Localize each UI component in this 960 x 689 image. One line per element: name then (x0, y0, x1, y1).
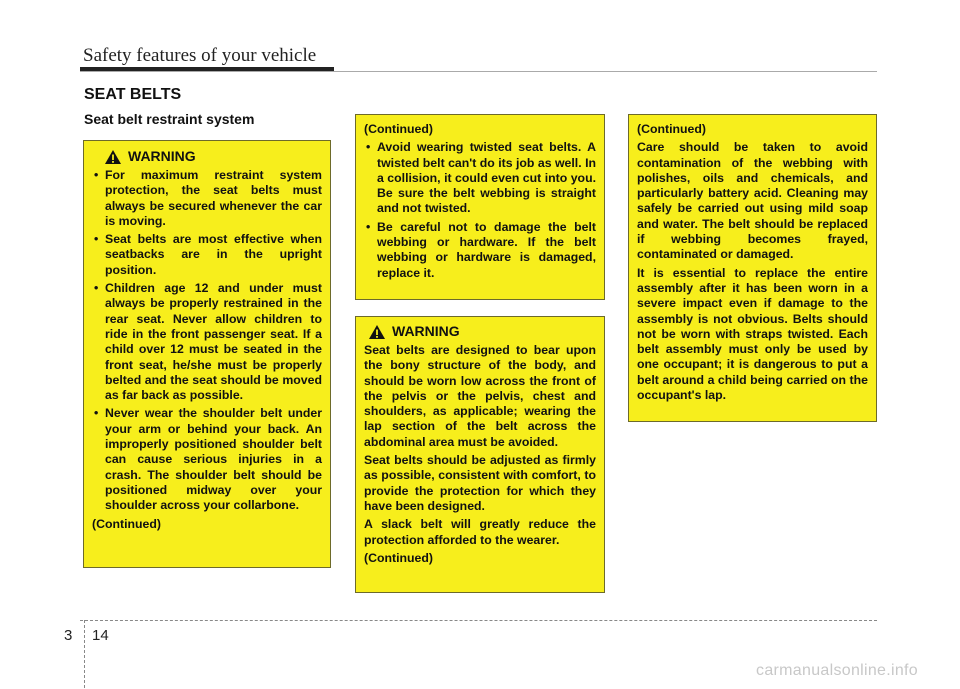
warning-list (92, 168, 322, 514)
warning-triangle-icon (368, 324, 386, 340)
page-number: 14 (92, 627, 109, 644)
chapter-number: 3 (64, 627, 73, 644)
warning-paragraph: Seat belts should be adjusted as firmly as possible, consistent with comfort, to provide the protection for which they have been designed. (364, 453, 596, 513)
list-item: • For maximum restraint system protection, the seat belts must always be secured whenever the car is moving. (92, 168, 322, 229)
warning-label: WARNING (128, 148, 196, 165)
list-item: • Be careful not to damage the belt webbing or hardware. If the belt webbing or hardware is damaged, replace it. (364, 220, 596, 281)
warning-heading (368, 324, 596, 340)
warning-box-3 (355, 316, 605, 593)
list-item: • Never wear the shoulder belt under your arm or behind your back. An improperly positioned shoulder belt can cause serious injuries in a crash. The shoulder belt should be positioned midway over your shoulder across your collarbone. (92, 406, 322, 513)
warning-box-4 (628, 114, 877, 422)
warning-paragraph: Care should be taken to avoid contamination of the webbing with polishes, oils and chemicals, and particularly battery acid. Cleaning may safely be carried out using mild soap and water. The belt should be replaced if webbing becomes frayed, contaminated or damaged. (637, 140, 868, 262)
section-title: SEAT BELTS (84, 86, 182, 103)
warning-paragraph: A slack belt will greatly reduce the protection afforded to the wearer. (364, 517, 596, 547)
warning-box-2 (355, 114, 605, 300)
warning-paragraph: It is essential to replace the entire assembly after it has been worn in a severe impact even if damage to the assembly is not obvious. Belts should not be worn with straps twisted. Each belt assembly must only be used by one occupant; it is dangerous to put a belt around a child being carried on the occupant's lap. (637, 265, 868, 403)
warning-label: WARNING (392, 323, 460, 340)
warning-box-1 (83, 140, 331, 568)
list-item: • Avoid wearing twisted seat belts. A twisted belt can't do its job as well. In a collision, it could even cut into you. Be sure the belt webbing is straight and not twisted. (364, 140, 596, 216)
footer-rule (80, 620, 877, 621)
footer-rule-vertical (84, 620, 85, 688)
watermark-text: carmanualsonline.info (756, 662, 918, 679)
continued-label: (Continued) (364, 550, 433, 565)
header-title: Safety features of your vehicle (83, 45, 317, 66)
warning-list (364, 140, 596, 281)
warning-paragraph: Seat belts are designed to bear upon the bony structure of the body, and should be worn low across the front of the pelvis or the pelvis, chest and shoulders, as applicable; wearing the lap section of the belt across the abdominal area must be avoided. (364, 343, 596, 449)
list-item: • Seat belts are most effective when seatbacks are in the upright position. (92, 232, 322, 278)
continued-label: (Continued) (364, 122, 433, 136)
subsection-title: Seat belt restraint system (84, 111, 255, 127)
header-rule (80, 71, 877, 72)
continued-label: (Continued) (92, 516, 161, 531)
warning-triangle-icon (104, 149, 122, 165)
list-item: • Children age 12 and under must always be properly restrained in the rear seat. Never allow children to ride in the front passenger seat. If a child over 12 must be seated in the front seat, he/she must be properly belted and the seat should be moved as far back as possible. (92, 281, 322, 403)
continued-label: (Continued) (637, 122, 706, 136)
warning-heading (104, 149, 322, 165)
